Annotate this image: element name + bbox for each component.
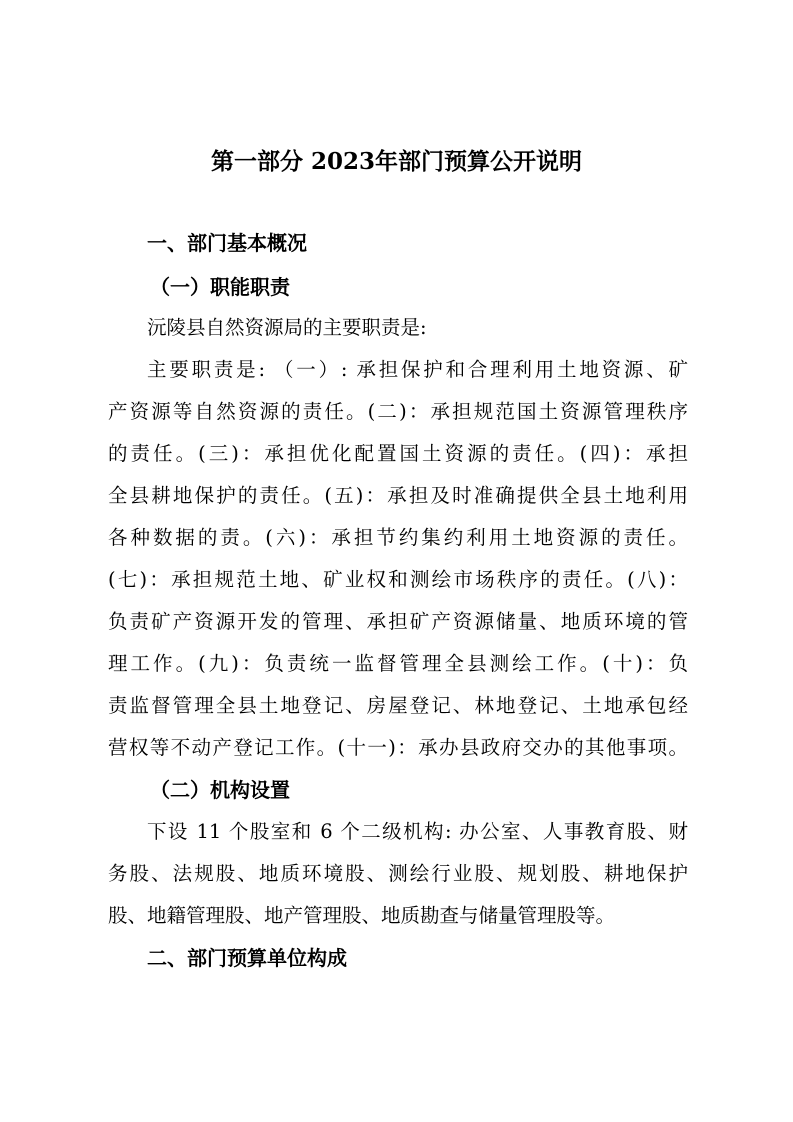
paragraph-intro: 沅陵县自然资源局的主要职责是: bbox=[147, 316, 427, 339]
subsection-heading-duties: （一）职能职责 bbox=[150, 275, 290, 299]
duties-line: 理工作。(九)：负责统一监督管理全县测绘工作。(十)：负 bbox=[108, 652, 688, 675]
organization-line: 股、地籍管理股、地产管理股、地质勘查与储量管理股等。 bbox=[108, 904, 616, 927]
subsection-heading-organization: （二）机构设置 bbox=[150, 778, 290, 802]
page-title: 第一部分 2023年部门预算公开说明 bbox=[210, 148, 583, 175]
duties-line: 主要职责是: （一）: 承担保护和合理利用土地资源、矿 bbox=[147, 358, 688, 381]
duties-line: 负责矿产资源开发的管理、承担矿产资源储量、地质环境的管 bbox=[108, 610, 688, 633]
section-heading-budget-units: 二、部门预算单位构成 bbox=[147, 946, 347, 970]
section-heading-basic-overview: 一、部门基本概况 bbox=[147, 231, 307, 255]
duties-line: 各种数据的责。(六)：承担节约集约利用土地资源的责任。 bbox=[108, 526, 688, 549]
duties-line: 的责任。(三)：承担优化配置国土资源的责任。(四)：承担 bbox=[108, 442, 688, 465]
organization-line: 务股、法规股、地质环境股、测绘行业股、规划股、耕地保护 bbox=[108, 862, 688, 885]
duties-line: 营权等不动产登记工作。(十一)：承办县政府交办的其他事项。 bbox=[108, 736, 688, 759]
duties-line: 全县耕地保护的责任。(五)：承担及时准确提供全县土地利用 bbox=[108, 484, 688, 507]
duties-line: 产资源等自然资源的责任。(二)：承担规范国土资源管理秩序 bbox=[108, 400, 688, 423]
duties-line: (七)：承担规范土地、矿业权和测绘市场秩序的责任。(八)： bbox=[108, 568, 688, 591]
organization-line: 下设 11 个股室和 6 个二级机构: 办公室、人事教育股、财 bbox=[147, 820, 688, 843]
duties-line: 责监督管理全县土地登记、房屋登记、林地登记、土地承包经 bbox=[108, 694, 688, 717]
